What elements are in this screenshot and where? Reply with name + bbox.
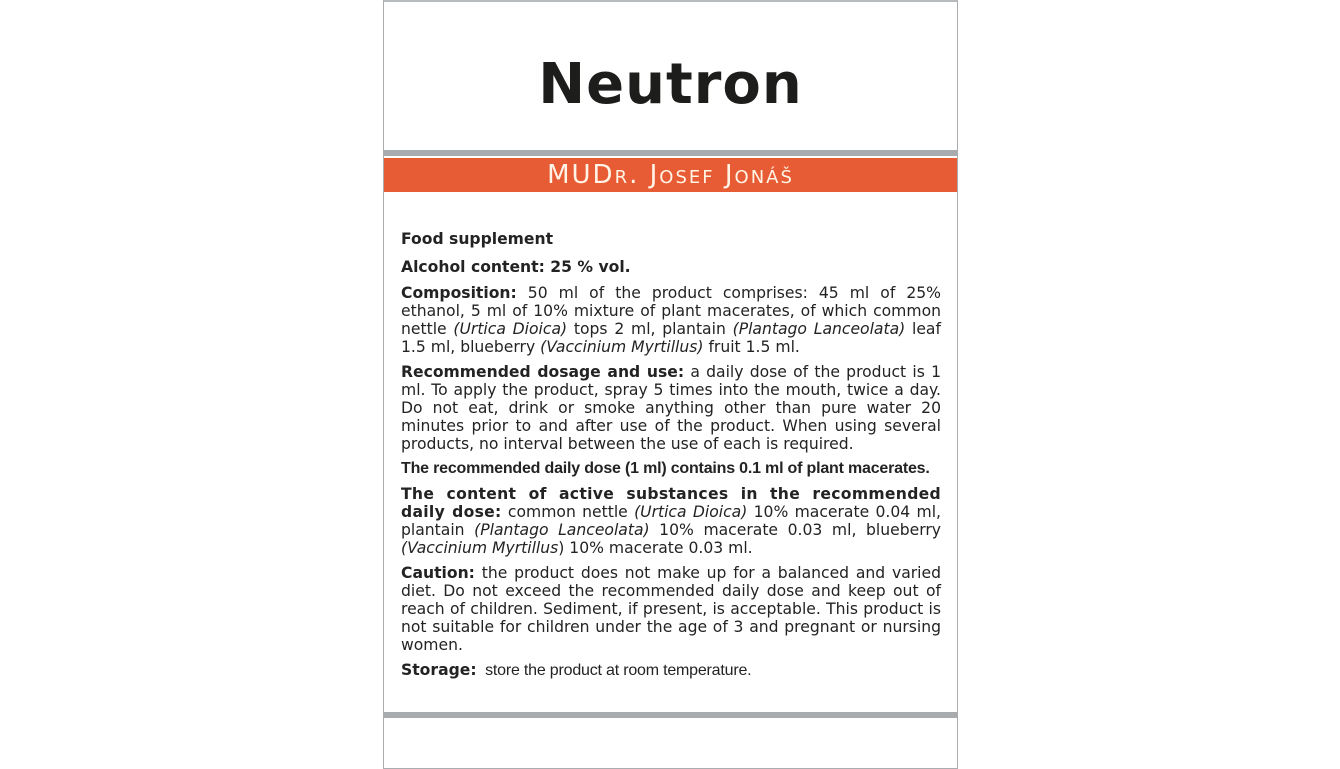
product-title: Neutron (538, 52, 803, 117)
composition-text: tops 2 ml, plantain (567, 320, 733, 338)
latin-name: (Urtica Dioica) (453, 320, 568, 338)
latin-name: (Plantago Lanceolata) (732, 320, 906, 338)
bottom-divider-bar (384, 712, 957, 718)
dosage-heading: Recommended dosage and use: (401, 363, 685, 381)
product-label (383, 0, 958, 769)
category-heading: Food supplement (401, 230, 554, 248)
storage-heading: Storage: (401, 661, 477, 679)
composition-paragraph (401, 284, 941, 356)
latin-name: (Urtica Dioica) (634, 503, 748, 521)
active-text: 10% macerate 0.04 ml, plantain (401, 503, 941, 539)
dosage-text: a daily dose of the product is 1 ml. To apply the product, spray 5 times into the mouth, twice a day. Do not eat, drink or smoke anything other than pure water 20 minutes prior to and after use of the product. When using several products, no interval between the use of each is required. (401, 363, 941, 453)
label-body (401, 230, 941, 687)
caution-paragraph (401, 564, 941, 654)
brand-name: MUDr. Josef Jonáš (547, 160, 794, 190)
latin-name: (Vaccinium Myrtillus (401, 539, 559, 557)
alcohol-content: Alcohol content: 25 % vol. (401, 258, 631, 276)
caution-text: the product does not make up for a balanced and varied diet. Do not exceed the recommended daily dose and keep out of reach of children. Sediment, if present, is acceptable. This product is not suitable for children under the age of 3 and pregnant or nursing women. (401, 564, 941, 654)
latin-name: (Vaccinium Myrtillus) (540, 338, 704, 356)
active-text: ) 10% macerate 0.03 ml. (558, 539, 753, 557)
latin-name: (Plantago Lanceolata) (474, 521, 650, 539)
caution-heading: Caution: (401, 564, 475, 582)
active-substances-paragraph (401, 485, 941, 557)
storage-text: store the product at room temperature. (476, 662, 752, 679)
brand-band (384, 158, 957, 192)
daily-dose-note: The recommended daily dose (1 ml) contains 0.1 ml of plant macerates. (401, 460, 930, 477)
active-text: common nettle (501, 503, 635, 521)
active-substances-heading: The content of active substances in the recommended daily dose: (401, 485, 941, 521)
active-text: 10% macerate 0.03 ml, blueberry (649, 521, 941, 539)
dosage-paragraph (401, 363, 941, 453)
top-divider-bar (384, 150, 957, 156)
composition-text: 50 ml of the product comprises: 45 ml of 25% ethanol, 5 ml of 10% mixture of plant macerates, of which common nettle (401, 284, 941, 338)
composition-heading: Composition: (401, 284, 517, 302)
composition-text: fruit 1.5 ml. (703, 338, 800, 356)
storage-paragraph (401, 661, 941, 680)
composition-text: leaf 1.5 ml, blueberry (401, 320, 941, 356)
